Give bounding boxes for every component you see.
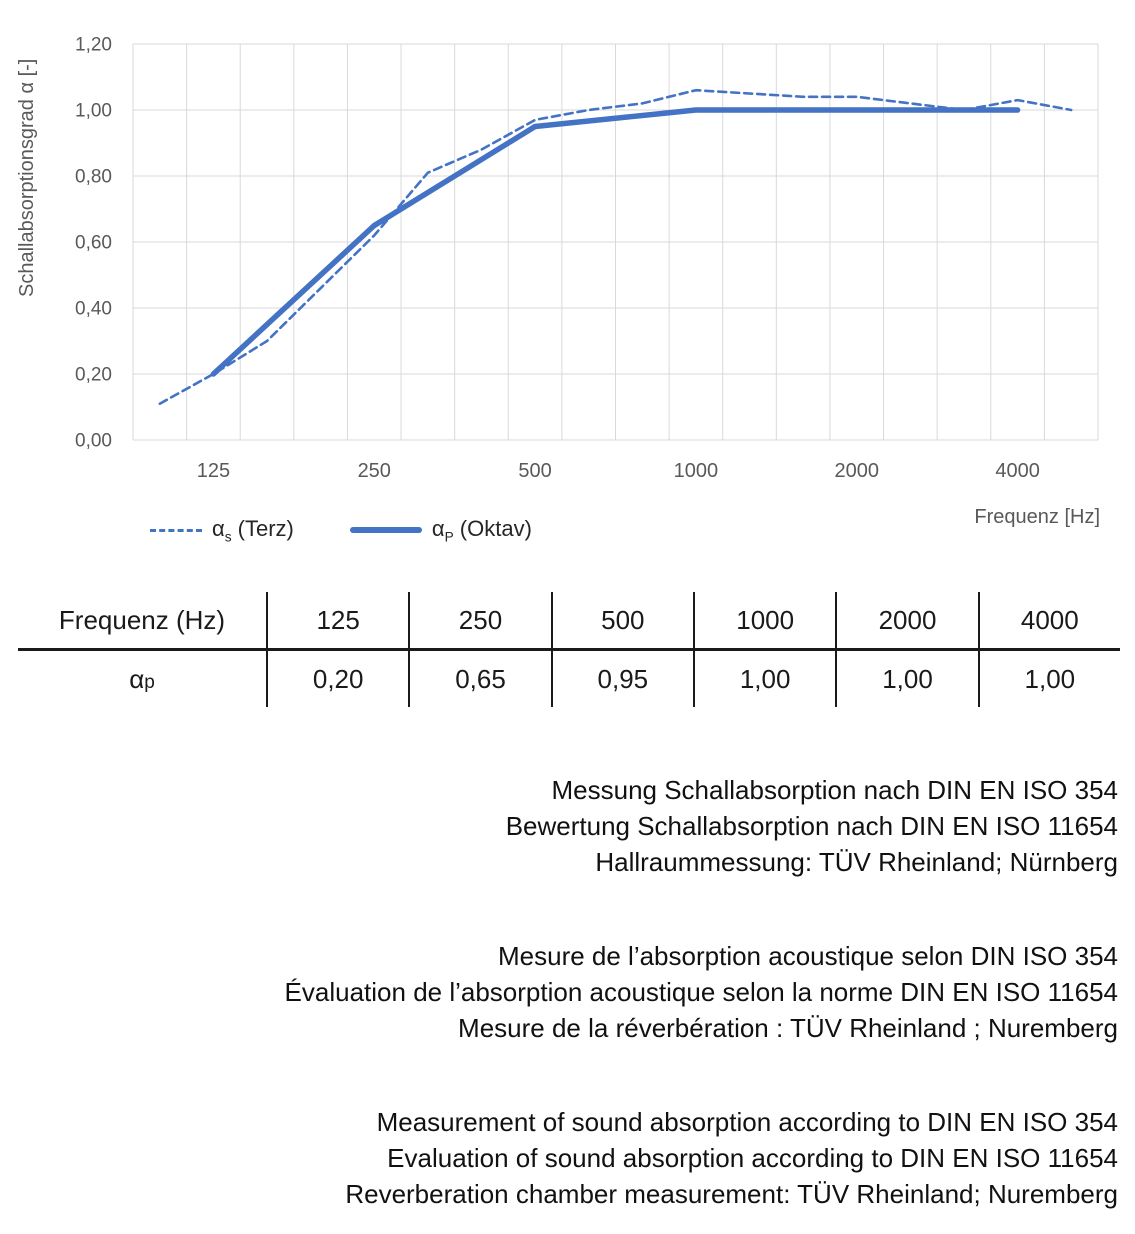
- frequency-table: [18, 592, 1120, 707]
- notes-section: [18, 700, 1118, 1212]
- note-line: Reverberation chamber measurement: TÜV Rheinland; Nuremberg: [345, 1179, 1118, 1209]
- table-header-frequency: Frequenz (Hz): [18, 592, 266, 651]
- table-header-4000: 4000: [978, 592, 1120, 651]
- svg-text:500: 500: [518, 460, 552, 482]
- y-axis-title: Schallabsorptionsgrad α [-]: [16, 58, 38, 298]
- solid-line-sample: [350, 527, 422, 533]
- chart-legend: [150, 516, 532, 544]
- svg-text:1,00: 1,00: [75, 100, 112, 122]
- legend-label-oktav: [432, 516, 532, 544]
- legend-item-terz: [150, 516, 294, 544]
- table-header-2000: 2000: [835, 592, 977, 651]
- legend-terz-symbol: α: [212, 516, 225, 541]
- svg-text:0,40: 0,40: [75, 298, 112, 320]
- note-line: Hallraummessung: TÜV Rheinland; Nürnberg: [595, 847, 1118, 877]
- table-header-500: 500: [551, 592, 693, 651]
- legend-oktav-subscript: P: [444, 529, 454, 545]
- note-line: Mesure de l’absorption acoustique selon DIN ISO 354: [497, 941, 1118, 971]
- table-value-1000: 1,00: [693, 651, 835, 707]
- svg-text:0,00: 0,00: [75, 430, 112, 452]
- table-value-125: 0,20: [266, 651, 408, 707]
- alpha-symbol: α: [129, 663, 145, 694]
- legend-label-terz: [212, 516, 294, 544]
- note-block-german: [18, 772, 1118, 880]
- table-value-4000: 1,00: [978, 651, 1120, 707]
- x-axis-title: Frequenz [Hz]: [974, 506, 1100, 528]
- note-line: Messung Schallabsorption nach DIN EN ISO 354: [551, 775, 1118, 805]
- table-header-250: 250: [408, 592, 550, 651]
- svg-text:0,20: 0,20: [75, 364, 112, 386]
- svg-text:250: 250: [357, 460, 391, 482]
- legend-terz-subscript: s: [224, 529, 232, 545]
- note-line: Measurement of sound absorption according to DIN EN ISO 354: [376, 1107, 1118, 1137]
- table-value-500: 0,95: [551, 651, 693, 707]
- table-value-2000: 1,00: [835, 651, 977, 707]
- table-header-125: 125: [266, 592, 408, 651]
- note-line: Évaluation de l’absorption acoustique selon la norme DIN EN ISO 11654: [284, 977, 1118, 1007]
- svg-text:0,60: 0,60: [75, 232, 112, 254]
- chart-section: [0, 0, 1135, 560]
- legend-oktav-symbol: α: [431, 516, 445, 541]
- legend-oktav-text: (Oktav): [453, 516, 532, 541]
- svg-text:4000: 4000: [995, 460, 1040, 482]
- note-line: Bewertung Schallabsorption nach DIN EN ISO 11654: [505, 811, 1118, 841]
- table-value-250: 0,65: [408, 651, 550, 707]
- note-block-french: [18, 938, 1118, 1046]
- note-line: Evaluation of sound absorption according to DIN EN ISO 11654: [387, 1143, 1118, 1173]
- svg-text:1000: 1000: [673, 460, 719, 482]
- absorption-line-chart: [0, 0, 1135, 505]
- svg-text:0,80: 0,80: [75, 166, 112, 188]
- table-row-label-alpha-p: [18, 651, 266, 707]
- svg-text:2000: 2000: [834, 460, 879, 482]
- svg-text:125: 125: [196, 460, 231, 482]
- alpha-subscript: p: [144, 672, 155, 693]
- table-header-1000: 1000: [693, 592, 835, 651]
- note-line: Mesure de la réverbération : TÜV Rheinland ; Nuremberg: [458, 1013, 1118, 1043]
- dashed-line-sample: [150, 529, 202, 532]
- note-block-english: [18, 1104, 1118, 1212]
- legend-terz-text: (Terz): [231, 516, 294, 541]
- legend-item-oktav: [350, 516, 532, 544]
- svg-text:1,20: 1,20: [75, 34, 112, 56]
